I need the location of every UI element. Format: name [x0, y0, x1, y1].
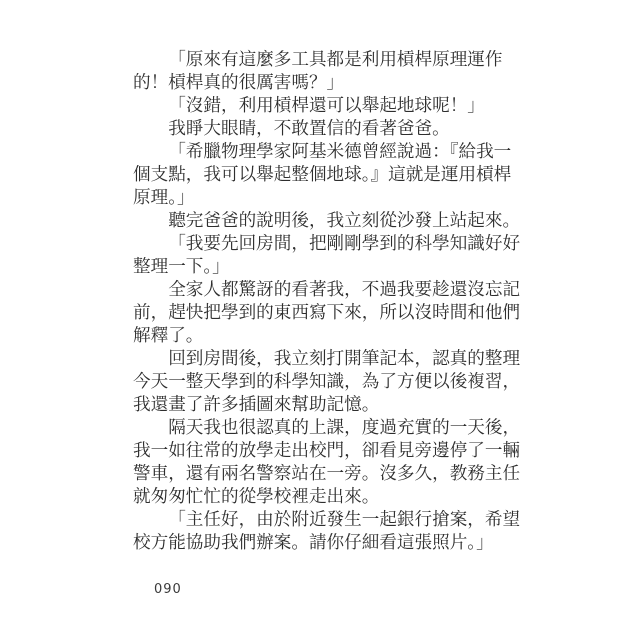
text-line: 「我要先回房間，把剛剛學到的科學知識好好: [168, 233, 521, 253]
text-line: 「原來有這麼多工具都是利用槓桿原理運作: [168, 49, 503, 69]
page-number: 090: [154, 582, 182, 597]
text-line: 「沒錯，利用槓桿還可以舉起地球呢！」: [168, 95, 485, 115]
text-line: 今天一整天學到的科學知識，為了方便以後複習，: [133, 371, 521, 391]
text-line: 個支點，我可以舉起整個地球。』這就是運用槓桿: [133, 164, 512, 184]
text-line: 的！槓桿真的很厲害嗎？」: [133, 72, 345, 92]
text-line: 校方能協助我們辦案。請你仔細看這張照片。」: [133, 532, 494, 552]
text-line: 原理。」: [133, 187, 195, 207]
text-line: 前，趕快把學到的東西寫下來，所以沒時間和他們: [133, 302, 521, 322]
text-line: 全家人都驚訝的看著我，不過我要趁還沒忘記: [168, 279, 521, 299]
text-line: 整理一下。」: [133, 256, 230, 276]
text-line: 回到房間後，我立刻打開筆記本，認真的整理: [168, 348, 521, 368]
text-line: 「希臘物理學家阿基米德曾經說過：『給我一: [168, 141, 512, 161]
text-line: 就匆匆忙忙的從學校裡走出來。: [133, 486, 380, 506]
text-line: 聽完爸爸的說明後，我立刻從沙發上站起來。: [168, 210, 521, 230]
text-line: 我睜大眼睛，不敢置信的看著爸爸。: [168, 118, 450, 138]
text-line: 解釋了。: [133, 325, 204, 345]
story-text-block: [133, 48, 533, 554]
text-line: 我一如往常的放學走出校門，卻看見旁邊停了一輛: [133, 440, 521, 460]
text-line: 隔天我也很認真的上課，度過充實的一天後，: [168, 417, 521, 437]
text-line: 警車，還有兩名警察站在一旁。沒多久，教務主任: [133, 463, 521, 483]
text-line: 「主任好，由於附近發生一起銀行搶案，希望: [168, 509, 521, 529]
text-line: 我還畫了許多插圖來幫助記憶。: [133, 394, 380, 414]
